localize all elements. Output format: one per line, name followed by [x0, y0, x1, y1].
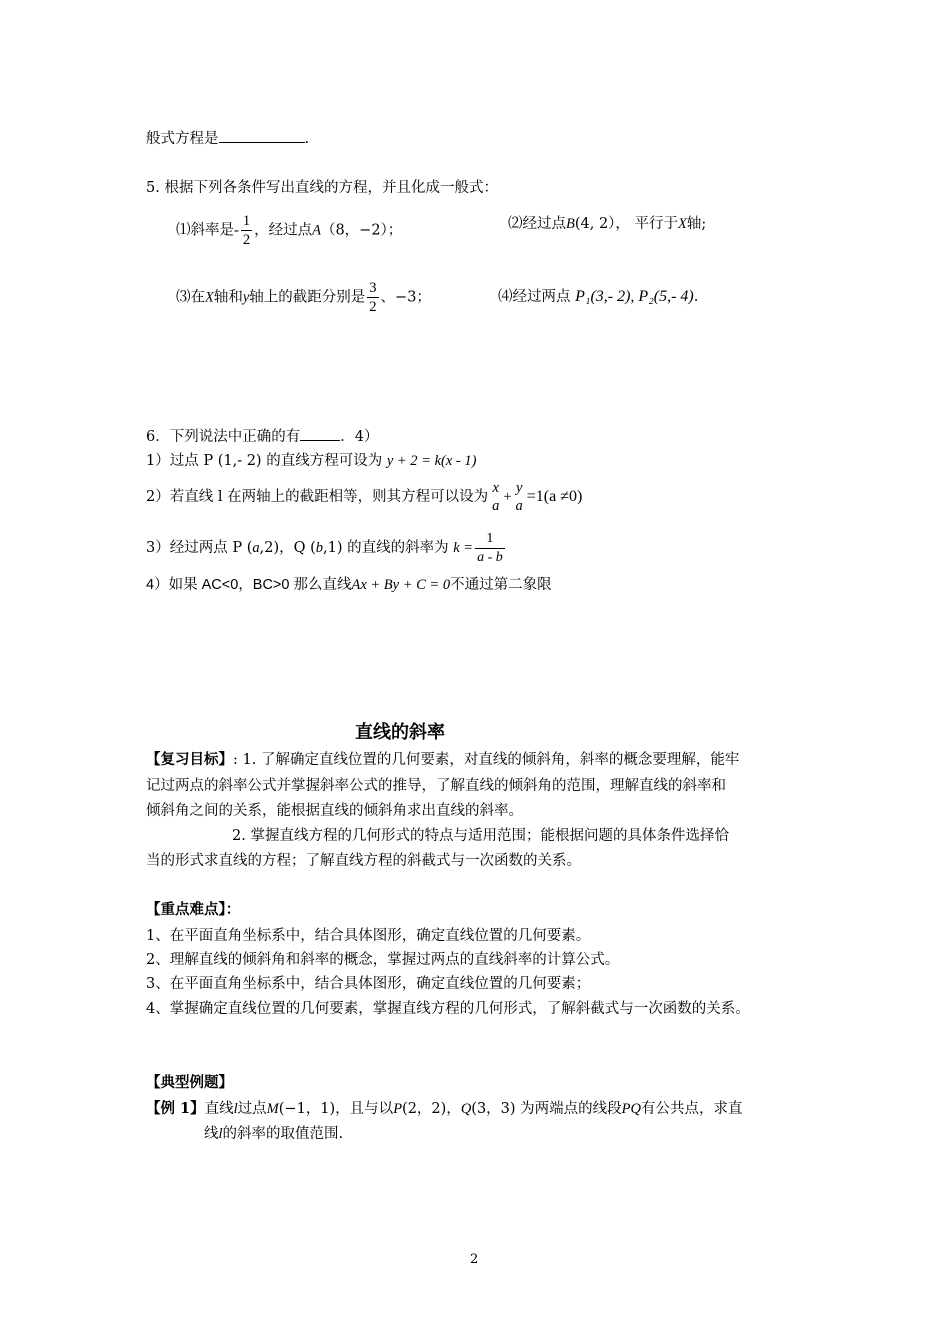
- text: 线: [204, 1126, 219, 1142]
- denominator: a: [492, 498, 500, 514]
- fraction-slope: [475, 530, 505, 567]
- text: 4）如果 AC<0，BC>0 那么直线: [146, 577, 352, 593]
- point-label: B: [566, 216, 575, 232]
- goals-line-4: 2. 掌握直线方程的几何形式的特点与适用范围；能根据问题的具体条件选择恰: [232, 828, 729, 844]
- variable: a: [252, 540, 260, 556]
- minus-sign: -: [234, 222, 239, 239]
- goals-line-2: 记过两点的斜率公式并掌握斜率公式的推导，了解直线的倾斜角的范围，理解直线的斜率和: [146, 778, 726, 794]
- statement-1: [146, 451, 476, 471]
- text: 1）过点 P (1,- 2) 的直线方程可设为: [146, 453, 383, 469]
- denominator: 2: [242, 232, 251, 248]
- statement-2: [146, 477, 582, 517]
- text: ⑴斜率是: [176, 222, 234, 239]
- text: ⑵经过点: [508, 216, 566, 232]
- question-5-part-2: [508, 214, 706, 234]
- text: （8，−2）；: [320, 222, 403, 239]
- goals-label: 【复习目标】: [146, 751, 233, 768]
- denominator: a: [515, 498, 523, 514]
- text: 轴;: [686, 216, 707, 232]
- text: 有公共点，求直: [641, 1101, 743, 1117]
- point-label: Q: [460, 1101, 472, 1117]
- text: 2）若直线 l 在两轴上的截距相等，则其方程可以设为: [146, 489, 489, 505]
- text: 轴和: [213, 289, 243, 306]
- axis-label: X: [678, 216, 687, 232]
- key-point-item: 3、在平面直角坐标系中，结合具体图形，确定直线位置的几何要素；: [146, 976, 591, 992]
- axis-label: y: [242, 289, 250, 306]
- text: ,1) 的直线的斜率为: [323, 540, 449, 556]
- text: 般式方程是: [146, 131, 219, 147]
- point-label: M: [266, 1101, 279, 1117]
- example-1-line-2: [204, 1124, 343, 1144]
- question-5-part-4: [498, 287, 698, 307]
- text: (2，2)，: [402, 1101, 461, 1117]
- text: ．4）: [340, 429, 379, 445]
- page-number: 2: [470, 1252, 479, 1267]
- text: 6．下列说法中正确的有: [146, 429, 301, 445]
- text: 不通过第二象限: [450, 577, 552, 593]
- statement-3: [146, 528, 507, 568]
- question-5-stem: 5. 根据下列各条件写出直线的方程，并且化成一般式：: [146, 180, 498, 196]
- variable: b: [315, 540, 324, 556]
- text: ，经过点: [254, 222, 313, 239]
- text: 3）经过两点 P (: [146, 540, 253, 556]
- text: 、−3；: [380, 289, 431, 306]
- text: ,2)，Q (: [259, 540, 316, 556]
- point-label: A: [312, 222, 321, 239]
- numerator: 3: [369, 280, 377, 296]
- text: ⑶在: [176, 289, 205, 306]
- numerator: x: [492, 480, 499, 496]
- question-5-part-1: [176, 212, 402, 249]
- question-5-part-3: [176, 279, 431, 316]
- section-title: 直线的斜率: [355, 722, 445, 743]
- axis-label: X: [205, 289, 214, 306]
- math-expression: =1(a ≠0): [526, 488, 583, 505]
- goals-line-1: [146, 750, 739, 770]
- example-1-line-1: [146, 1099, 743, 1119]
- examples-label: 【典型例题】: [146, 1074, 233, 1091]
- text: 过点: [237, 1101, 267, 1117]
- text: ⑷经过两点: [498, 289, 571, 305]
- math-expression: y + 2 = k(x - 1): [386, 453, 477, 469]
- segment-label: PQ: [621, 1101, 642, 1117]
- plus-sign: +: [503, 489, 512, 505]
- fraction-y-over-a: [514, 479, 525, 515]
- goals-line-5: 当的形式求直线的方程；了解直线方程的斜截式与一次函数的关系。: [146, 853, 581, 869]
- math-expression: k =: [453, 540, 474, 556]
- key-point-item: 2、理解直线的倾斜角和斜率的概念，掌握过两点的直线斜率的计算公式。: [146, 952, 620, 968]
- key-point-item: 4、掌握确定直线位置的几何要素，掌握直线方程的几何形式，了解斜截式与一次函数的关系。: [146, 1001, 750, 1017]
- point-label: P: [393, 1101, 403, 1117]
- text: (−1，1)，且与以: [278, 1101, 394, 1117]
- denominator: a - b: [477, 549, 503, 565]
- question-6-stem: [146, 426, 378, 447]
- fraction-one-half: [241, 212, 252, 249]
- key-points-label: 【重点难点】：: [146, 901, 241, 918]
- text: (4, 2）， 平行于: [574, 216, 679, 232]
- math-expression: Ax + By + C = 0: [351, 577, 451, 593]
- text: 直线: [204, 1101, 234, 1117]
- numerator: y: [515, 480, 523, 496]
- text: : 1. 了解确定直线位置的几何要素，对直线的倾斜角，斜率的概念要理解，能牢: [233, 752, 740, 768]
- answer-blank: [300, 426, 340, 441]
- variable: l: [233, 1101, 238, 1117]
- text: 的斜率的取值范围.: [222, 1126, 344, 1142]
- text: (3，3) 为两端点的线段: [471, 1101, 622, 1117]
- text: .: [304, 131, 310, 147]
- variable: l: [218, 1126, 223, 1142]
- statement-4: [146, 575, 552, 595]
- fill-in-line: [146, 128, 309, 149]
- key-point-item: 1、在平面直角坐标系中，结合具体图形，确定直线位置的几何要素。: [146, 928, 591, 944]
- numerator: 1: [486, 530, 494, 546]
- denominator: 2: [369, 299, 377, 315]
- math-expression: P₁(3,- 2), P₂(5,- 4): [575, 288, 694, 305]
- text: .: [693, 289, 699, 305]
- goals-line-3: 倾斜角之间的关系，能根据直线的倾斜角求出直线的斜率。: [146, 803, 523, 819]
- fraction-three-halves: [367, 279, 378, 316]
- numerator: 1: [242, 213, 251, 229]
- fraction-x-over-a: [490, 479, 501, 515]
- text: 轴上的截距分别是: [249, 289, 366, 306]
- answer-blank: [219, 128, 305, 143]
- example-label: 【例 1】: [146, 1100, 205, 1117]
